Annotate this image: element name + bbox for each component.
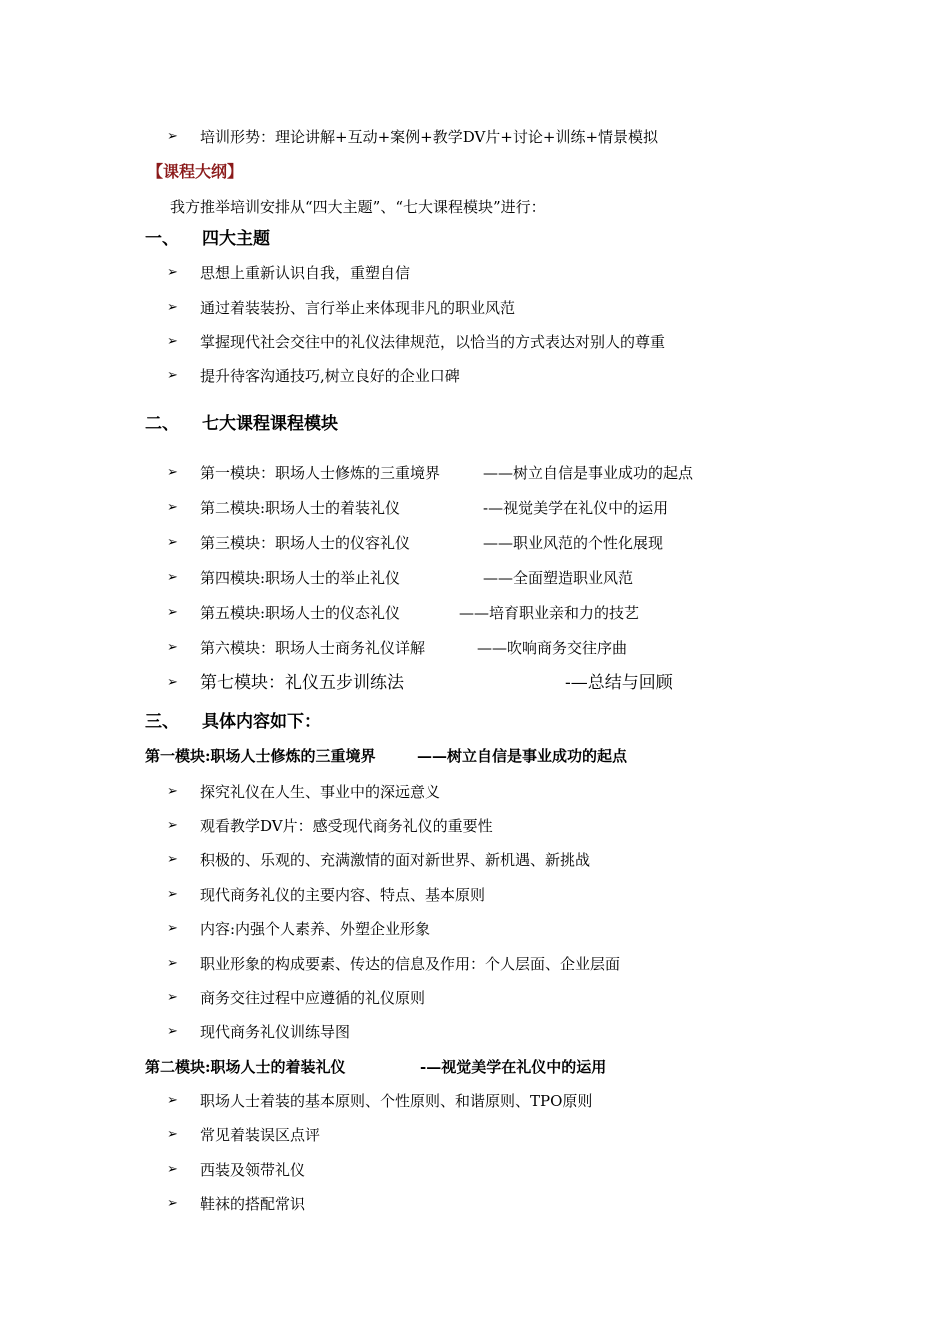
list-item-text: 职场人士着装的基本原则、个性原则、和谐原则、TPO原则 xyxy=(200,1092,593,1110)
arrow-bullet-icon: ➢ xyxy=(167,535,178,550)
module-name: 第二模块:职场人士的着装礼仪 xyxy=(200,499,401,517)
arrow-bullet-icon: ➢ xyxy=(167,990,178,1005)
arrow-bullet-icon: ➢ xyxy=(167,887,178,902)
list-item-text: 思想上重新认识自我，重塑自信 xyxy=(200,264,411,282)
list-item-text: 内容:内强个人素养、外塑企业形象 xyxy=(200,920,431,938)
module-subtitle: ——培育职业亲和力的技艺 xyxy=(459,604,640,622)
arrow-bullet-icon: ➢ xyxy=(167,570,178,585)
list-item-text: 掌握现代社会交往中的礼仪法律规范，以恰当的方式表达对别人的尊重 xyxy=(200,333,666,351)
list-item-text: 现代商务礼仪的主要内容、特点、基本原则 xyxy=(200,886,486,904)
section-title: 四大主题 xyxy=(202,229,270,249)
module-subtitle: ——树立自信是事业成功的起点 xyxy=(483,464,694,482)
list-item-text: 提升待客沟通技巧,树立良好的企业口碑 xyxy=(200,367,460,385)
arrow-bullet-icon: ➢ xyxy=(167,921,178,936)
arrow-bullet-icon: ➢ xyxy=(167,852,178,867)
module-subtitle: ——吹响商务交往序曲 xyxy=(477,639,628,657)
list-item-text: 探究礼仪在人生、事业中的深远意义 xyxy=(200,783,441,801)
list-item-text: 鞋袜的搭配常识 xyxy=(200,1195,306,1213)
list-item-text: 现代商务礼仪训练导图 xyxy=(200,1023,351,1041)
arrow-bullet-icon: ➢ xyxy=(167,265,178,280)
list-item-text: 职业形象的构成要素、传达的信息及作用：个人层面、企业层面 xyxy=(200,955,621,973)
module-name: 第一模块：职场人士修炼的三重境界 xyxy=(200,464,441,482)
module-subtitle: ——全面塑造职业风范 xyxy=(483,569,634,587)
list-item-text: 观看教学DV片：感受现代商务礼仪的重要性 xyxy=(200,817,493,835)
module-heading-2 xyxy=(145,1057,607,1077)
arrow-bullet-icon: ➢ xyxy=(167,368,178,383)
arrow-bullet-icon: ➢ xyxy=(167,1162,178,1177)
list-item-text: 西装及领带礼仪 xyxy=(200,1161,306,1179)
arrow-bullet-icon: ➢ xyxy=(167,465,178,480)
list-item-text: 商务交往过程中应遵循的礼仪原则 xyxy=(200,989,426,1007)
module-subtitle: -—总结与回顾 xyxy=(565,673,673,693)
section-title: 具体内容如下： xyxy=(202,712,321,732)
arrow-bullet-icon: ➢ xyxy=(167,334,178,349)
arrow-bullet-icon: ➢ xyxy=(167,1127,178,1142)
intro-text: 我方推举培训安排从“四大主题”、“七大课程模块”进行： xyxy=(170,198,546,216)
arrow-bullet-icon: ➢ xyxy=(167,956,178,971)
section-number: 三、 xyxy=(145,712,179,732)
arrow-bullet-icon: ➢ xyxy=(167,129,178,144)
module-name: 第四模块:职场人士的举止礼仪 xyxy=(200,569,401,587)
arrow-bullet-icon: ➢ xyxy=(167,1024,178,1039)
module-subtitle: ——职业风范的个性化展现 xyxy=(483,534,664,552)
module-heading-subtitle: ——树立自信是事业成功的起点 xyxy=(417,747,628,765)
section-title: 七大课程课程模块 xyxy=(202,414,338,434)
list-item-text: 通过着装装扮、言行举止来体现非凡的职业风范 xyxy=(200,299,516,317)
list-item-text: 积极的、乐观的、充满激情的面对新世界、新机遇、新挑战 xyxy=(200,851,591,869)
module-subtitle: -—视觉美学在礼仪中的运用 xyxy=(483,499,669,517)
arrow-bullet-icon: ➢ xyxy=(167,640,178,655)
list-item-text: 培训形势：理论讲解+互动+案例+教学DV片+讨论+训练+情景模拟 xyxy=(200,128,659,146)
arrow-bullet-icon: ➢ xyxy=(167,605,178,620)
module-heading-subtitle: -—视觉美学在礼仪中的运用 xyxy=(420,1058,607,1076)
arrow-bullet-icon: ➢ xyxy=(167,818,178,833)
section-number: 一、 xyxy=(145,229,179,249)
arrow-bullet-icon: ➢ xyxy=(167,1196,178,1211)
module-name: 第七模块：礼仪五步训练法 xyxy=(200,673,404,693)
list-item-text: 常见着装误区点评 xyxy=(200,1126,321,1144)
module-heading-name: 第一模块:职场人士修炼的三重境界 xyxy=(145,747,376,765)
arrow-bullet-icon: ➢ xyxy=(167,1093,178,1108)
module-name: 第五模块:职场人士的仪态礼仪 xyxy=(200,604,401,622)
module-name: 第六模块：职场人士商务礼仪详解 xyxy=(200,639,426,657)
arrow-bullet-icon: ➢ xyxy=(167,784,178,799)
arrow-bullet-icon: ➢ xyxy=(167,300,178,315)
outline-title: 【课程大纲】 xyxy=(147,162,244,181)
section-number: 二、 xyxy=(145,414,179,434)
module-name: 第三模块：职场人士的仪容礼仪 xyxy=(200,534,411,552)
arrow-bullet-icon: ➢ xyxy=(167,675,178,690)
module-heading-name: 第二模块:职场人士的着装礼仪 xyxy=(145,1058,346,1076)
arrow-bullet-icon: ➢ xyxy=(167,500,178,515)
module-heading-1 xyxy=(145,746,628,766)
